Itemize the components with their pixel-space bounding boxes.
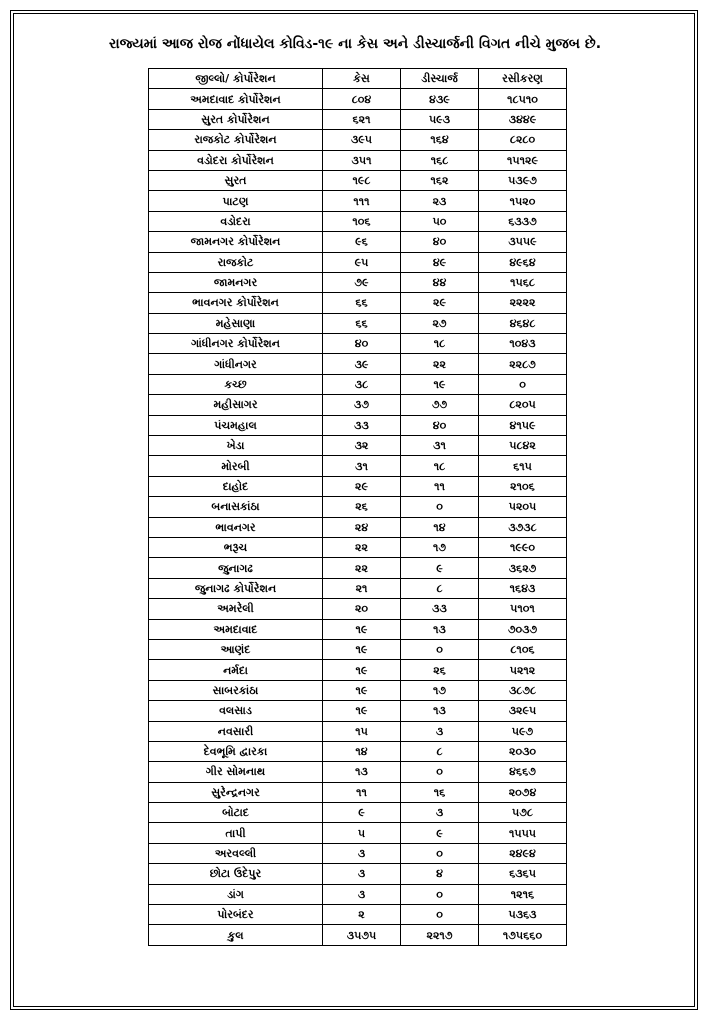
total-vaccination: ૧૭૫૬૬૦ <box>479 925 567 945</box>
cell-vaccination: ૫૧૦૧ <box>479 599 567 619</box>
cell-district: સુરેન્દ્રનગર <box>149 782 323 802</box>
cell-cases: ૧૫ <box>323 721 401 741</box>
cell-vaccination: ૪૯૬૪ <box>479 252 567 272</box>
table-row <box>149 782 567 802</box>
cell-district: ભાવનગર <box>149 517 323 537</box>
cell-cases: ૩૧ <box>323 456 401 476</box>
cell-vaccination: ૬૩૬૫ <box>479 864 567 884</box>
cell-vaccination: ૩૮૭૮ <box>479 680 567 700</box>
cell-discharge: ૧૮ <box>401 456 479 476</box>
cell-cases: ૩ <box>323 864 401 884</box>
cell-cases: ૧૦૬ <box>323 211 401 231</box>
cell-district: અમરેલી <box>149 599 323 619</box>
cell-vaccination: ૧૬૪૩ <box>479 578 567 598</box>
cell-district: જામનગર કોર્પોરેશન <box>149 232 323 252</box>
table-row <box>149 558 567 578</box>
total-label: કુલ <box>149 925 323 945</box>
cell-cases: ૨૬ <box>323 497 401 517</box>
header-cases: કેસ <box>323 69 401 89</box>
table-row <box>149 374 567 394</box>
cell-vaccination: ૧૫૨૦ <box>479 191 567 211</box>
cell-vaccination: ૨૦૭૪ <box>479 782 567 802</box>
cell-discharge: ૧૬ <box>401 782 479 802</box>
table-row <box>149 252 567 272</box>
cell-discharge: ૨૨ <box>401 354 479 374</box>
cell-cases: ૯૫ <box>323 252 401 272</box>
cell-discharge: ૨૩ <box>401 191 479 211</box>
cell-district: ખેડા <box>149 436 323 456</box>
table-row <box>149 130 567 150</box>
cell-vaccination: ૪૬૪૮ <box>479 313 567 333</box>
cell-vaccination: ૮૧૦૬ <box>479 639 567 659</box>
cell-vaccination: ૨૨૮૭ <box>479 354 567 374</box>
cell-district: ભાવનગર કોર્પોરેશન <box>149 293 323 313</box>
cell-vaccination: ૫૮૪૨ <box>479 436 567 456</box>
cell-cases: ૮૦૪ <box>323 89 401 109</box>
table-row <box>149 476 567 496</box>
cell-vaccination: ૫૯૭ <box>479 721 567 741</box>
cell-discharge: ૧૩ <box>401 619 479 639</box>
cell-district: સુરત કોર્પોરેશન <box>149 109 323 129</box>
cell-cases: ૨૨ <box>323 558 401 578</box>
cell-district: નવસારી <box>149 721 323 741</box>
cell-vaccination: ૭૦૩૭ <box>479 619 567 639</box>
cell-district: અમદાવાદ કોર્પોરેશન <box>149 89 323 109</box>
cell-cases: ૧૯૮ <box>323 170 401 190</box>
cell-vaccination: ૫૨૦૫ <box>479 497 567 517</box>
cell-district: વડોદરા <box>149 211 323 231</box>
cell-discharge: ૦ <box>401 497 479 517</box>
table-row <box>149 701 567 721</box>
cell-district: જામનગર <box>149 272 323 292</box>
table-row <box>149 803 567 823</box>
cell-vaccination: ૨૧૦૬ <box>479 476 567 496</box>
table-row <box>149 721 567 741</box>
cell-cases: ૯૬ <box>323 232 401 252</box>
table-row <box>149 639 567 659</box>
cell-discharge: ૫૦ <box>401 211 479 231</box>
cell-cases: ૧૧ <box>323 782 401 802</box>
cell-district: દાહોદ <box>149 476 323 496</box>
cell-discharge: ૩ <box>401 721 479 741</box>
cell-vaccination: ૫૩૬૩ <box>479 905 567 925</box>
cell-discharge: ૦ <box>401 843 479 863</box>
cell-vaccination: ૮૨૦૫ <box>479 395 567 415</box>
cell-cases: ૩૮ <box>323 374 401 394</box>
cell-cases: ૧૧૧ <box>323 191 401 211</box>
cell-cases: ૭૯ <box>323 272 401 292</box>
cell-district: જુનાગઢ <box>149 558 323 578</box>
cell-vaccination: ૧૨૧૬ <box>479 884 567 904</box>
cell-cases: ૧૯ <box>323 701 401 721</box>
cell-discharge: ૩ <box>401 803 479 823</box>
cell-cases: ૬૬ <box>323 293 401 313</box>
table-row <box>149 313 567 333</box>
cell-discharge: ૮ <box>401 578 479 598</box>
cell-vaccination: ૩૨૯૫ <box>479 701 567 721</box>
cell-vaccination: ૪૧૫૯ <box>479 415 567 435</box>
cell-cases: ૧૯ <box>323 660 401 680</box>
cell-discharge: ૧૩ <box>401 701 479 721</box>
page-heading: રાજ્યમાં આજ રોજ નોંધાયેલ કોવિડ-૧૯ ના કેસ અને ડીસ્ચાર્જની વિગત નીચે મુજબ છે. <box>108 36 602 52</box>
table-row <box>149 89 567 109</box>
cell-cases: ૯ <box>323 803 401 823</box>
cell-district: અમદાવાદ <box>149 619 323 639</box>
cell-vaccination: ૫૨૧૨ <box>479 660 567 680</box>
cell-discharge: ૧૬૪ <box>401 130 479 150</box>
cell-discharge: ૦ <box>401 905 479 925</box>
cell-vaccination: ૧૫૬૮ <box>479 272 567 292</box>
header-district: જીલ્લો/ કોર્પોરેશન <box>149 69 323 89</box>
cell-vaccination: ૫૭૮ <box>479 803 567 823</box>
cell-discharge: ૧૭ <box>401 680 479 700</box>
cell-district: ડાંગ <box>149 884 323 904</box>
cell-vaccination: ૦ <box>479 374 567 394</box>
cell-vaccination: ૧૫૫૫ <box>479 823 567 843</box>
total-discharge: ૨૨૧૭ <box>401 925 479 945</box>
cell-discharge: ૨૯ <box>401 293 479 313</box>
table-row <box>149 762 567 782</box>
cell-vaccination: ૨૪૯૪ <box>479 843 567 863</box>
table-row <box>149 436 567 456</box>
cell-vaccination: ૧૫૧૨૯ <box>479 150 567 170</box>
table-row <box>149 232 567 252</box>
table-row <box>149 599 567 619</box>
table-row <box>149 619 567 639</box>
cell-vaccination: ૨૦૩૦ <box>479 741 567 761</box>
cell-discharge: ૩૧ <box>401 436 479 456</box>
cell-discharge: ૩૩ <box>401 599 479 619</box>
cell-district: ભરૂચ <box>149 537 323 557</box>
cell-district: બનાસકાંઠા <box>149 497 323 517</box>
cell-vaccination: ૮૨૮૦ <box>479 130 567 150</box>
table-row <box>149 660 567 680</box>
cell-district: તાપી <box>149 823 323 843</box>
cell-discharge: ૦ <box>401 884 479 904</box>
cell-district: વડોદરા કોર્પોરેશન <box>149 150 323 170</box>
cell-discharge: ૧૭ <box>401 537 479 557</box>
table-row <box>149 272 567 292</box>
cell-district: ગીર સોમનાથ <box>149 762 323 782</box>
cell-discharge: ૨૭ <box>401 313 479 333</box>
table-row <box>149 354 567 374</box>
cell-cases: ૨ <box>323 905 401 925</box>
cell-discharge: ૫૯૩ <box>401 109 479 129</box>
table-row <box>149 211 567 231</box>
cell-district: કચ્છ <box>149 374 323 394</box>
cell-vaccination: ૧૦૪૩ <box>479 334 567 354</box>
table-row <box>149 864 567 884</box>
cell-vaccination: ૩૫૫૯ <box>479 232 567 252</box>
cell-discharge: ૧૬૮ <box>401 150 479 170</box>
cell-district: પાટણ <box>149 191 323 211</box>
cell-discharge: ૧૮ <box>401 334 479 354</box>
cell-vaccination: ૫૩૯૭ <box>479 170 567 190</box>
cell-vaccination: ૬૩૩૭ <box>479 211 567 231</box>
cell-district: છોટા ઉદેપુર <box>149 864 323 884</box>
cell-discharge: ૪૩૯ <box>401 89 479 109</box>
cell-cases: ૨૯ <box>323 476 401 496</box>
cell-discharge: ૨૬ <box>401 660 479 680</box>
cell-discharge: ૭૭ <box>401 395 479 415</box>
cell-cases: ૧૯ <box>323 639 401 659</box>
cell-district: દેવભૂમિ દ્વારકા <box>149 741 323 761</box>
cell-vaccination: ૧૮૫૧૦ <box>479 89 567 109</box>
cell-cases: ૩૩ <box>323 415 401 435</box>
table-body <box>149 89 567 925</box>
total-cases: ૩૫૭૫ <box>323 925 401 945</box>
table-row <box>149 109 567 129</box>
table-row <box>149 578 567 598</box>
cell-cases: ૨૪ <box>323 517 401 537</box>
table-row <box>149 905 567 925</box>
cell-discharge: ૯ <box>401 823 479 843</box>
cell-district: જુનાગઢ કોર્પોરેશન <box>149 578 323 598</box>
cell-cases: ૩ <box>323 843 401 863</box>
table-row <box>149 823 567 843</box>
cell-cases: ૧૪ <box>323 741 401 761</box>
cell-district: મોરબી <box>149 456 323 476</box>
table-row <box>149 395 567 415</box>
cell-cases: ૩૫૧ <box>323 150 401 170</box>
table-row <box>149 517 567 537</box>
cell-discharge: ૦ <box>401 639 479 659</box>
table-row <box>149 334 567 354</box>
cell-discharge: ૪૪ <box>401 272 479 292</box>
cell-cases: ૧૯ <box>323 619 401 639</box>
table-row <box>149 884 567 904</box>
cell-district: પંચમહાલ <box>149 415 323 435</box>
cell-district: ગાંધીનગર <box>149 354 323 374</box>
table-row <box>149 680 567 700</box>
cell-district: સાબરકાંઠા <box>149 680 323 700</box>
cell-district: બોટાદ <box>149 803 323 823</box>
cell-district: મહેસાણા <box>149 313 323 333</box>
table-row <box>149 843 567 863</box>
table-row <box>149 415 567 435</box>
table-row <box>149 741 567 761</box>
cell-vaccination: ૬૧૫ <box>479 456 567 476</box>
table-row <box>149 497 567 517</box>
cell-cases: ૩૯ <box>323 354 401 374</box>
cell-cases: ૧૩ <box>323 762 401 782</box>
cell-cases: ૫ <box>323 823 401 843</box>
cell-discharge: ૧૬૨ <box>401 170 479 190</box>
cell-discharge: ૧૯ <box>401 374 479 394</box>
cell-cases: ૨૦ <box>323 599 401 619</box>
cell-cases: ૩૨ <box>323 436 401 456</box>
table-row <box>149 191 567 211</box>
cell-discharge: ૯ <box>401 558 479 578</box>
header-vaccination: રસીકરણ <box>479 69 567 89</box>
cell-vaccination: ૪૬૬૭ <box>479 762 567 782</box>
cell-discharge: ૧૧ <box>401 476 479 496</box>
cell-district: રાજકોટ કોર્પોરેશન <box>149 130 323 150</box>
cell-vaccination: ૧૯૯૦ <box>479 537 567 557</box>
cell-district: અરવલ્લી <box>149 843 323 863</box>
cell-district: પોરબંદર <box>149 905 323 925</box>
cell-cases: ૩૯૫ <box>323 130 401 150</box>
cell-district: આણંદ <box>149 639 323 659</box>
cell-discharge: ૪૦ <box>401 232 479 252</box>
table-total-row <box>149 925 567 945</box>
table-row <box>149 537 567 557</box>
cell-discharge: ૪ <box>401 864 479 884</box>
cell-cases: ૩૭ <box>323 395 401 415</box>
cell-cases: ૪૦ <box>323 334 401 354</box>
table-header-row <box>149 69 567 89</box>
table-row <box>149 456 567 476</box>
cell-district: સુરત <box>149 170 323 190</box>
cell-vaccination: ૩૪૪૯ <box>479 109 567 129</box>
cell-discharge: ૪૯ <box>401 252 479 272</box>
header-discharge: ડીસ્ચાર્જ <box>401 69 479 89</box>
cell-district: નર્મદા <box>149 660 323 680</box>
cell-discharge: ૮ <box>401 741 479 761</box>
cell-district: ગાંધીનગર કોર્પોરેશન <box>149 334 323 354</box>
cell-cases: ૩ <box>323 884 401 904</box>
table-row <box>149 150 567 170</box>
table-row <box>149 293 567 313</box>
cell-cases: ૨૧ <box>323 578 401 598</box>
cell-discharge: ૧૪ <box>401 517 479 537</box>
cell-cases: ૬૬ <box>323 313 401 333</box>
cell-cases: ૧૯ <box>323 680 401 700</box>
cell-vaccination: ૩૭૩૮ <box>479 517 567 537</box>
covid-cases-table <box>148 68 567 946</box>
cell-vaccination: ૩૬૨૭ <box>479 558 567 578</box>
cell-vaccination: ૨૨૨૨ <box>479 293 567 313</box>
cell-district: મહીસાગર <box>149 395 323 415</box>
cell-cases: ૬૨૧ <box>323 109 401 129</box>
cell-cases: ૨૨ <box>323 537 401 557</box>
cell-discharge: ૪૦ <box>401 415 479 435</box>
cell-district: રાજકોટ <box>149 252 323 272</box>
cell-district: વલસાડ <box>149 701 323 721</box>
table-row <box>149 170 567 190</box>
cell-discharge: ૦ <box>401 762 479 782</box>
